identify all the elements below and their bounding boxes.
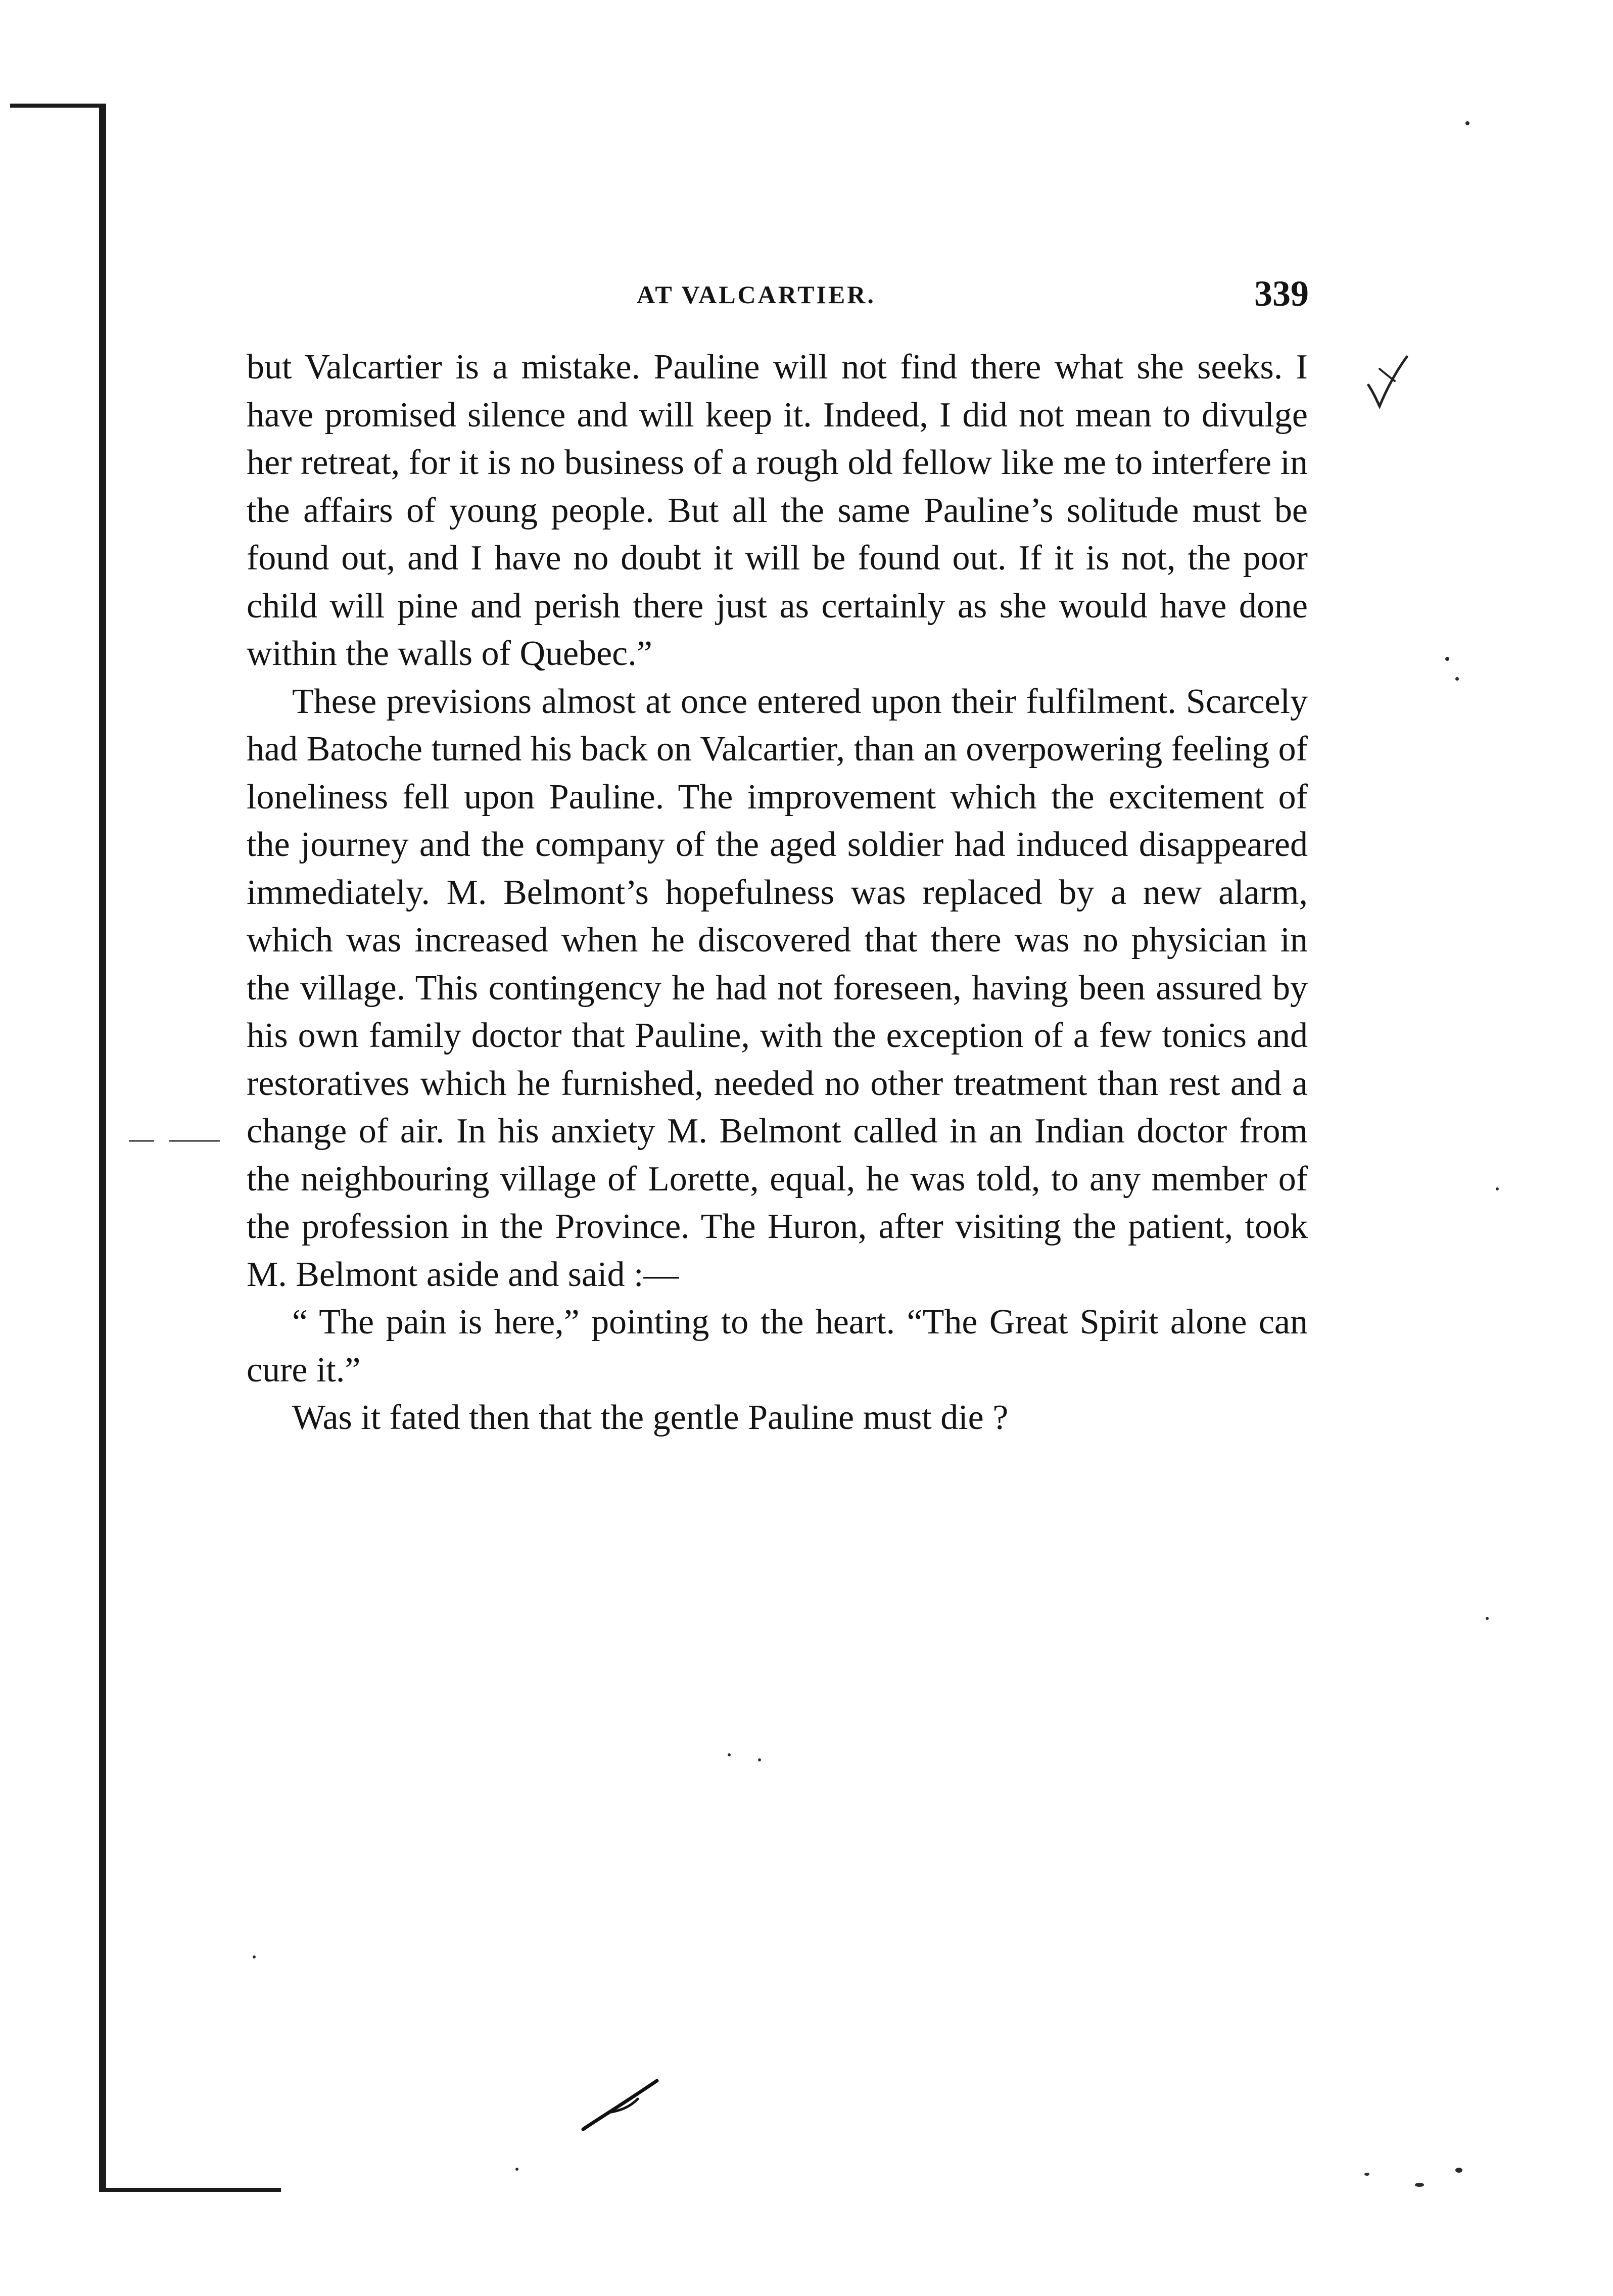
paragraph: These previsions almost at once entered upon their fulfilment. Scarcely had Batoche turned his back on Valcartier, than an overpowering feeling of loneliness fell upon Pauline. The improvement which the excitement of the journey and the company of the aged soldier had induced disappeared immediately. M. Belmont’s hopefulness was replaced by a new alarm, which was increased when he discovered that there was no physician in the village. This contingency he had not foreseen, having been assured by his own family doctor that Pauline, with the exception of a few tonics and restoratives which he furnished, needed no other treatment than rest and a change of air. In his anxiety M. Belmont called in an Indian doctor from the neighbouring village of Lorette, equal, he was told, to any member of the profession in the Province. The Huron, after visiting the patient, took M. Belmont aside and said :— <box>247 682 1308 1294</box>
paragraph: “ The pain is here,” pointing to the heart. “The Great Spirit alone can cure it.” <box>247 1303 1308 1390</box>
scan-speck <box>1465 121 1469 125</box>
scan-speck <box>253 1955 256 1958</box>
scan-speck <box>1496 1187 1499 1190</box>
margin-dash <box>129 1139 220 1142</box>
scan-speck <box>1455 677 1459 681</box>
paragraph: but Valcartier is a mistake. Pauline will not find there what she seeks. I have promised silence and will keep it. Indeed, I did not mean to divulge her retreat, for it is no business of a rough old fellow like me to interfere in the affairs of young people. But all the same Pauline’s solitude must be found out, and I have no doubt it will be found out. If it is not, the poor child will pine and perish there just as certainly as she would have done within the walls of Quebec.” <box>247 348 1308 673</box>
binding-edge <box>99 104 106 2190</box>
scan-speck <box>1415 2183 1424 2187</box>
binding-edge-top <box>10 104 106 108</box>
scan-speck <box>1364 2173 1369 2176</box>
paragraph: Was it fated then that the gentle Pauline must die ? <box>292 1398 1009 1437</box>
scan-speck <box>1486 1617 1489 1620</box>
scan-speck <box>1445 657 1449 661</box>
binding-edge-bottom <box>99 2188 281 2192</box>
scan-speck <box>515 2168 518 2171</box>
body-text <box>247 344 1308 1442</box>
running-title: AT VALCARTIER. <box>637 280 876 309</box>
check-mark-icon <box>1364 354 1410 409</box>
page-number: 339 <box>1254 273 1309 314</box>
scan-speck <box>758 1758 761 1761</box>
pen-stroke-icon <box>581 2077 662 2132</box>
scan-speck <box>1455 2168 1462 2173</box>
scan-speck <box>728 1753 731 1756</box>
running-head <box>248 273 1309 318</box>
